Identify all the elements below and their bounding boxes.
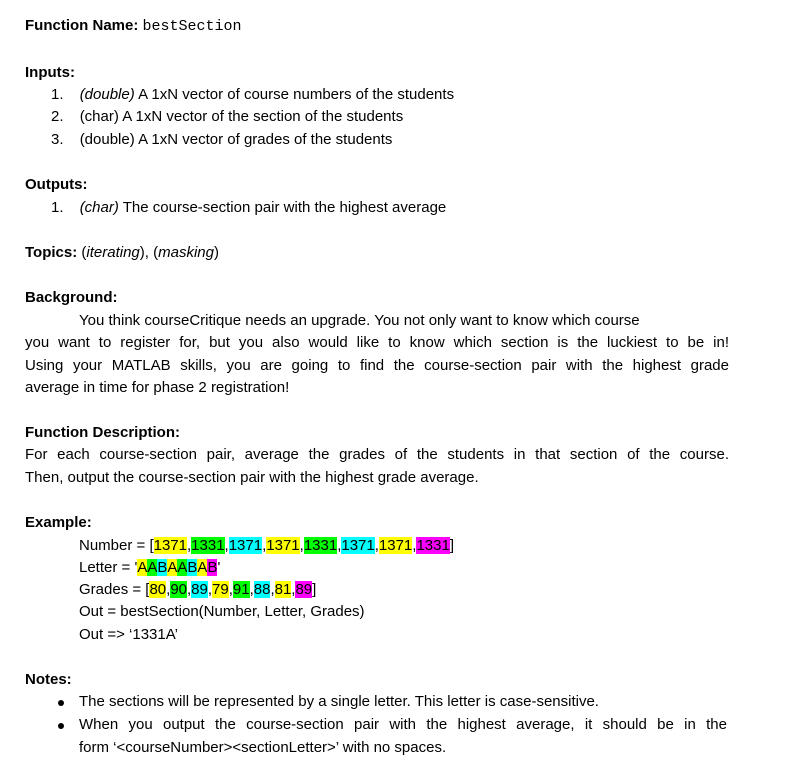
comma: , bbox=[187, 537, 192, 554]
comma: , bbox=[187, 581, 192, 598]
number-value: 1371 bbox=[153, 537, 187, 554]
bullet-icon bbox=[58, 700, 64, 706]
example-letter-line bbox=[79, 559, 220, 576]
background-line-2: you want to register for, but you also would like to know which section is the luckiest to be in! bbox=[25, 334, 729, 351]
number-prefix: Number = [ bbox=[79, 537, 154, 554]
note-2-line-1: When you output the course-section pair with the highest average, it should be in the bbox=[79, 716, 727, 733]
function-description-line-2: Then, output the course-section pair with the highest grade average. bbox=[25, 469, 479, 486]
example-heading: Example: bbox=[25, 514, 92, 531]
letter-value: B bbox=[157, 559, 168, 576]
example-call-line: Out = bestSection(Number, Letter, Grades) bbox=[79, 603, 365, 620]
comma: , bbox=[270, 581, 275, 598]
close-bracket: ] bbox=[312, 581, 317, 598]
bullet-icon bbox=[58, 723, 64, 729]
output-item-type: (char) bbox=[79, 199, 119, 216]
grade-value: 89 bbox=[295, 581, 313, 598]
input-item-number: 3. bbox=[51, 131, 64, 148]
number-value: 1371 bbox=[266, 537, 300, 554]
comma: , bbox=[299, 537, 304, 554]
input-item-2 bbox=[51, 108, 403, 125]
comma: , bbox=[337, 537, 342, 554]
grades-prefix: Grades = [ bbox=[79, 581, 150, 598]
notes-heading: Notes: bbox=[25, 671, 72, 688]
number-value: 1331 bbox=[303, 537, 338, 554]
outputs-heading: Outputs: bbox=[25, 176, 88, 193]
function-name-line bbox=[25, 17, 242, 35]
input-item-number: 1. bbox=[51, 86, 64, 103]
input-item-3 bbox=[51, 131, 392, 148]
background-line-1: You think courseCritique needs an upgrade. You not only want to know which course bbox=[79, 312, 640, 329]
comma: , bbox=[374, 537, 379, 554]
background-heading: Background: bbox=[25, 289, 118, 306]
input-item-1 bbox=[51, 86, 454, 103]
inputs-heading: Inputs: bbox=[25, 64, 75, 81]
grade-value: 89 bbox=[191, 581, 208, 598]
letter-value: A bbox=[167, 559, 178, 576]
grade-value: 79 bbox=[212, 581, 229, 598]
input-item-type: (double) bbox=[79, 86, 135, 103]
output-item-number: 1. bbox=[51, 199, 64, 216]
example-grades-line bbox=[79, 581, 316, 598]
letter-value: A bbox=[197, 559, 208, 576]
example-result-line: Out => ‘1331A’ bbox=[79, 626, 178, 643]
input-item-type: (char) bbox=[79, 108, 119, 125]
letter-value: A bbox=[137, 559, 148, 576]
function-name-value: bestSection bbox=[142, 18, 242, 35]
example-number-line bbox=[79, 537, 454, 554]
comma: , bbox=[291, 581, 296, 598]
grade-value: 90 bbox=[170, 581, 187, 598]
grade-value: 88 bbox=[253, 581, 271, 598]
grade-value: 80 bbox=[149, 581, 167, 598]
input-item-text: A 1xN vector of course numbers of the students bbox=[134, 86, 455, 103]
comma: , bbox=[249, 581, 254, 598]
function-description-line-1: For each course-section pair, average the grades of the students in that section of the course. bbox=[25, 446, 729, 463]
comma: , bbox=[228, 581, 233, 598]
letter-value: A bbox=[147, 559, 158, 576]
number-value: 1331 bbox=[191, 537, 225, 554]
background-line-4: average in time for phase 2 registration! bbox=[25, 379, 290, 396]
number-value: 1371 bbox=[341, 537, 375, 554]
output-item-1 bbox=[51, 199, 446, 216]
note-1: The sections will be represented by a single letter. This letter is case-sensitive. bbox=[79, 693, 599, 710]
topic-2: masking bbox=[158, 244, 214, 261]
close-quote: ' bbox=[217, 559, 221, 576]
input-item-type: (double) bbox=[79, 131, 135, 148]
number-value: 1371 bbox=[378, 537, 413, 554]
letter-prefix: Letter = ' bbox=[79, 559, 138, 576]
output-item-text: The course-section pair with the highest average bbox=[118, 199, 447, 216]
comma: , bbox=[412, 537, 417, 554]
number-value: 1371 bbox=[228, 537, 263, 554]
input-item-number: 2. bbox=[51, 108, 64, 125]
input-item-text: A 1xN vector of the section of the students bbox=[118, 108, 404, 125]
function-description-heading: Function Description: bbox=[25, 424, 180, 441]
function-name-label: Function Name: bbox=[25, 17, 139, 34]
letter-value: A bbox=[177, 559, 188, 576]
comma: , bbox=[224, 537, 229, 554]
note-2-line-2: form ‘<courseNumber><sectionLetter>’ with no spaces. bbox=[79, 739, 447, 756]
grade-value: 81 bbox=[274, 581, 292, 598]
letter-value: B bbox=[207, 559, 218, 576]
input-item-text: A 1xN vector of grades of the students bbox=[134, 131, 393, 148]
comma: , bbox=[166, 581, 171, 598]
letter-value: B bbox=[187, 559, 198, 576]
topic-1: iterating bbox=[86, 244, 140, 261]
background-line-3: Using your MATLAB skills, you are going to find the course-section pair with the highest grade bbox=[25, 357, 729, 374]
number-value: 1331 bbox=[416, 537, 450, 554]
topics-line: Topics: (iterating), (masking) bbox=[25, 244, 219, 261]
topics-label: Topics: bbox=[25, 244, 78, 261]
grade-value: 91 bbox=[232, 581, 250, 598]
comma: , bbox=[207, 581, 213, 598]
comma: , bbox=[262, 537, 267, 554]
close-bracket: ] bbox=[449, 537, 454, 554]
